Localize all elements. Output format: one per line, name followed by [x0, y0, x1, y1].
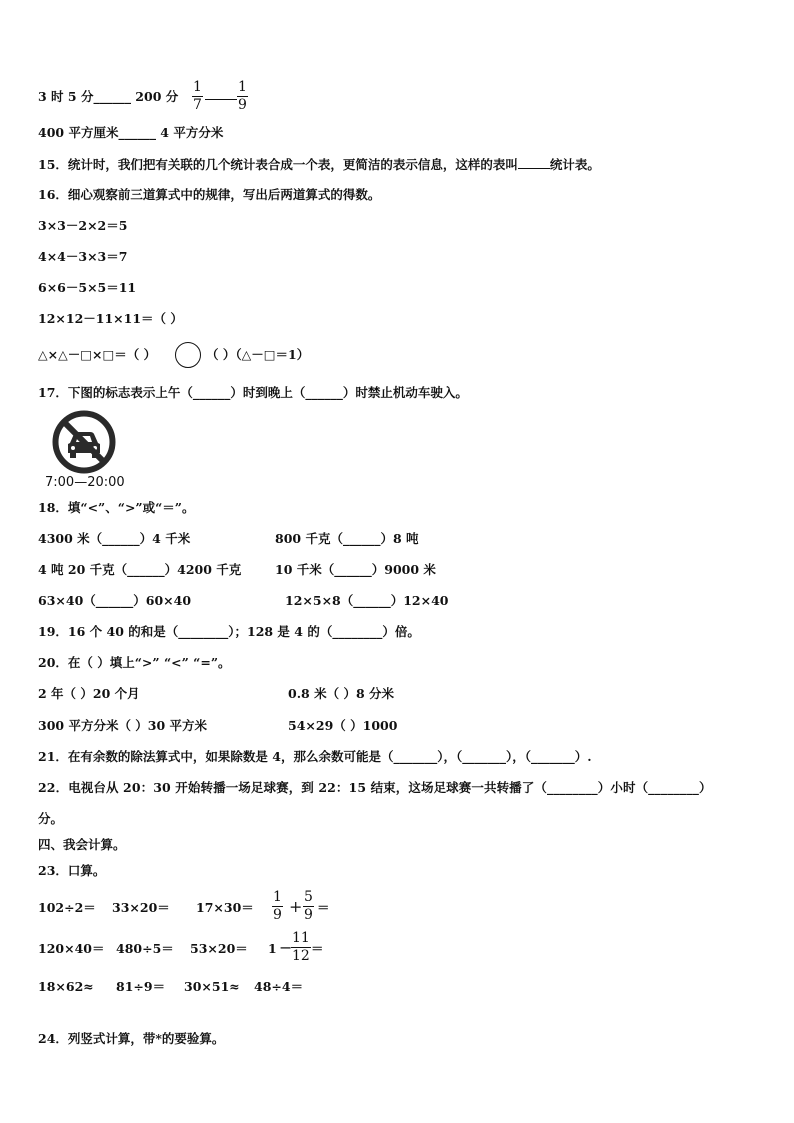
q14-compare-area: 400 平方厘米______ 4 平方分米	[38, 125, 224, 140]
q22-question[interactable]: 22．电视台从 20：30 开始转播一场足球赛，到 22：15 结束，这场足球赛一共转播了（________）小时（________）	[38, 780, 712, 795]
q23-fraction-11-12	[291, 930, 311, 965]
q18-row2-right[interactable]: 10 千米（______）9000 米	[275, 562, 436, 577]
fraction-numerator: 11	[292, 930, 310, 946]
q14-fraction-right	[237, 79, 248, 114]
q23-r3-item1: 18×62≈	[38, 979, 94, 994]
q23-r2-item2: 480÷5＝	[116, 941, 174, 956]
q23-fraction-5-9	[303, 889, 314, 924]
q20-row1-left[interactable]: 2 年（ ）20 个月	[38, 686, 140, 701]
fraction-numerator: 1	[273, 889, 282, 905]
fraction-numerator: 5	[304, 889, 313, 905]
q23-r2-item3: 53×20＝	[190, 941, 248, 956]
q16-equation-5[interactable]: △×△－□×□＝（ ）	[38, 347, 157, 362]
q15-answer-blank[interactable]	[518, 156, 550, 169]
q19-question[interactable]: 19．16 个 40 的和是（________）；128 是 4 的（________）倍。	[38, 624, 420, 639]
fraction-numerator: 1	[238, 79, 247, 95]
q16-equation-3: 6×6－5×5＝11	[38, 280, 137, 295]
q23-r3-item4: 48÷4＝	[254, 979, 304, 994]
no-motor-vehicle-sign-icon	[52, 410, 116, 474]
q20-row2-left[interactable]: 300 平方分米（ ）30 平方米	[38, 718, 208, 733]
q23-r1-equals: ＝	[317, 900, 330, 915]
q23-r1-item2: 33×20＝	[112, 900, 170, 915]
q18-title: 18．填“<”、“>”或“＝”。	[38, 500, 195, 515]
fraction-denominator: 9	[273, 907, 282, 923]
fraction-numerator: 1	[193, 79, 202, 95]
q23-r3-item2: 81÷9＝	[116, 979, 166, 994]
q16-equation-4[interactable]: 12×12－11×11＝（ ）	[38, 311, 183, 326]
fraction-denominator: 9	[238, 97, 247, 113]
q14-fraction-left	[192, 79, 203, 114]
q20-row2-right[interactable]: 54×29（ ）1000	[288, 718, 398, 733]
q16-title: 16．细心观察前三道算式中的规律，写出后两道算式的得数。	[38, 187, 381, 202]
q24-question: 24．列竖式计算，带*的要验算。	[38, 1031, 225, 1046]
q16-equation-1: 3×3－2×2＝5	[38, 218, 128, 233]
q18-row1-right[interactable]: 800 千克（______）8 吨	[275, 531, 419, 546]
q23-r2-item4: 1	[268, 941, 277, 956]
section-4-title: 四、我会计算。	[38, 837, 126, 852]
q15-question	[38, 156, 600, 173]
q14-answer-line[interactable]	[205, 99, 237, 100]
sign-time-label: 7:00—20:00	[45, 475, 125, 490]
q23-r3-item3: 30×51≈	[184, 979, 240, 994]
q14-compare-time: 3 时 5 分______ 200 分	[38, 89, 179, 104]
fraction-denominator: 12	[292, 948, 310, 964]
q18-row1-left[interactable]: 4300 米（______）4 千米	[38, 531, 191, 546]
q18-row3-left[interactable]: 63×40（______）60×40	[38, 593, 192, 608]
q23-r2-item1: 120×40＝	[38, 941, 105, 956]
q17-question[interactable]: 17．下图的标志表示上午（______）时到晚上（______）时禁止机动车驶入。	[38, 385, 468, 400]
plus-sign: +	[289, 897, 303, 916]
q18-row2-left[interactable]: 4 吨 20 千克（______）4200 千克	[38, 562, 242, 577]
q23-fraction-1-9	[272, 889, 283, 924]
q23-r1-item1: 102÷2＝	[38, 900, 96, 915]
fraction-denominator: 7	[193, 97, 202, 113]
q23-title: 23．口算。	[38, 863, 106, 878]
minus-sign: −	[279, 938, 293, 957]
q16-equation-5-end[interactable]: （ ）（△－□＝1）	[206, 347, 310, 362]
q16-operator-circle[interactable]	[175, 342, 201, 368]
q22-question-tail: 分。	[38, 811, 64, 826]
q15-text: 15．统计时，我们把有关联的几个统计表合成一个表，更简洁的表示信息，这样的表叫	[38, 157, 518, 172]
q18-row3-right[interactable]: 12×5×8（______）12×40	[285, 593, 449, 608]
q15-text-end: 统计表。	[549, 157, 600, 172]
q20-row1-right[interactable]: 0.8 米（ ）8 分米	[288, 686, 394, 701]
q23-r1-item3: 17×30＝	[196, 900, 254, 915]
q21-question[interactable]: 21．在有余数的除法算式中，如果除数是 4，那么余数可能是（_______），（_______），（_______）.	[38, 749, 592, 764]
q23-r2-equals: ＝	[311, 941, 324, 956]
fraction-denominator: 9	[304, 907, 313, 923]
q20-title: 20．在（ ）填上“>” “<” “=”。	[38, 655, 231, 670]
q16-equation-2: 4×4－3×3＝7	[38, 249, 128, 264]
